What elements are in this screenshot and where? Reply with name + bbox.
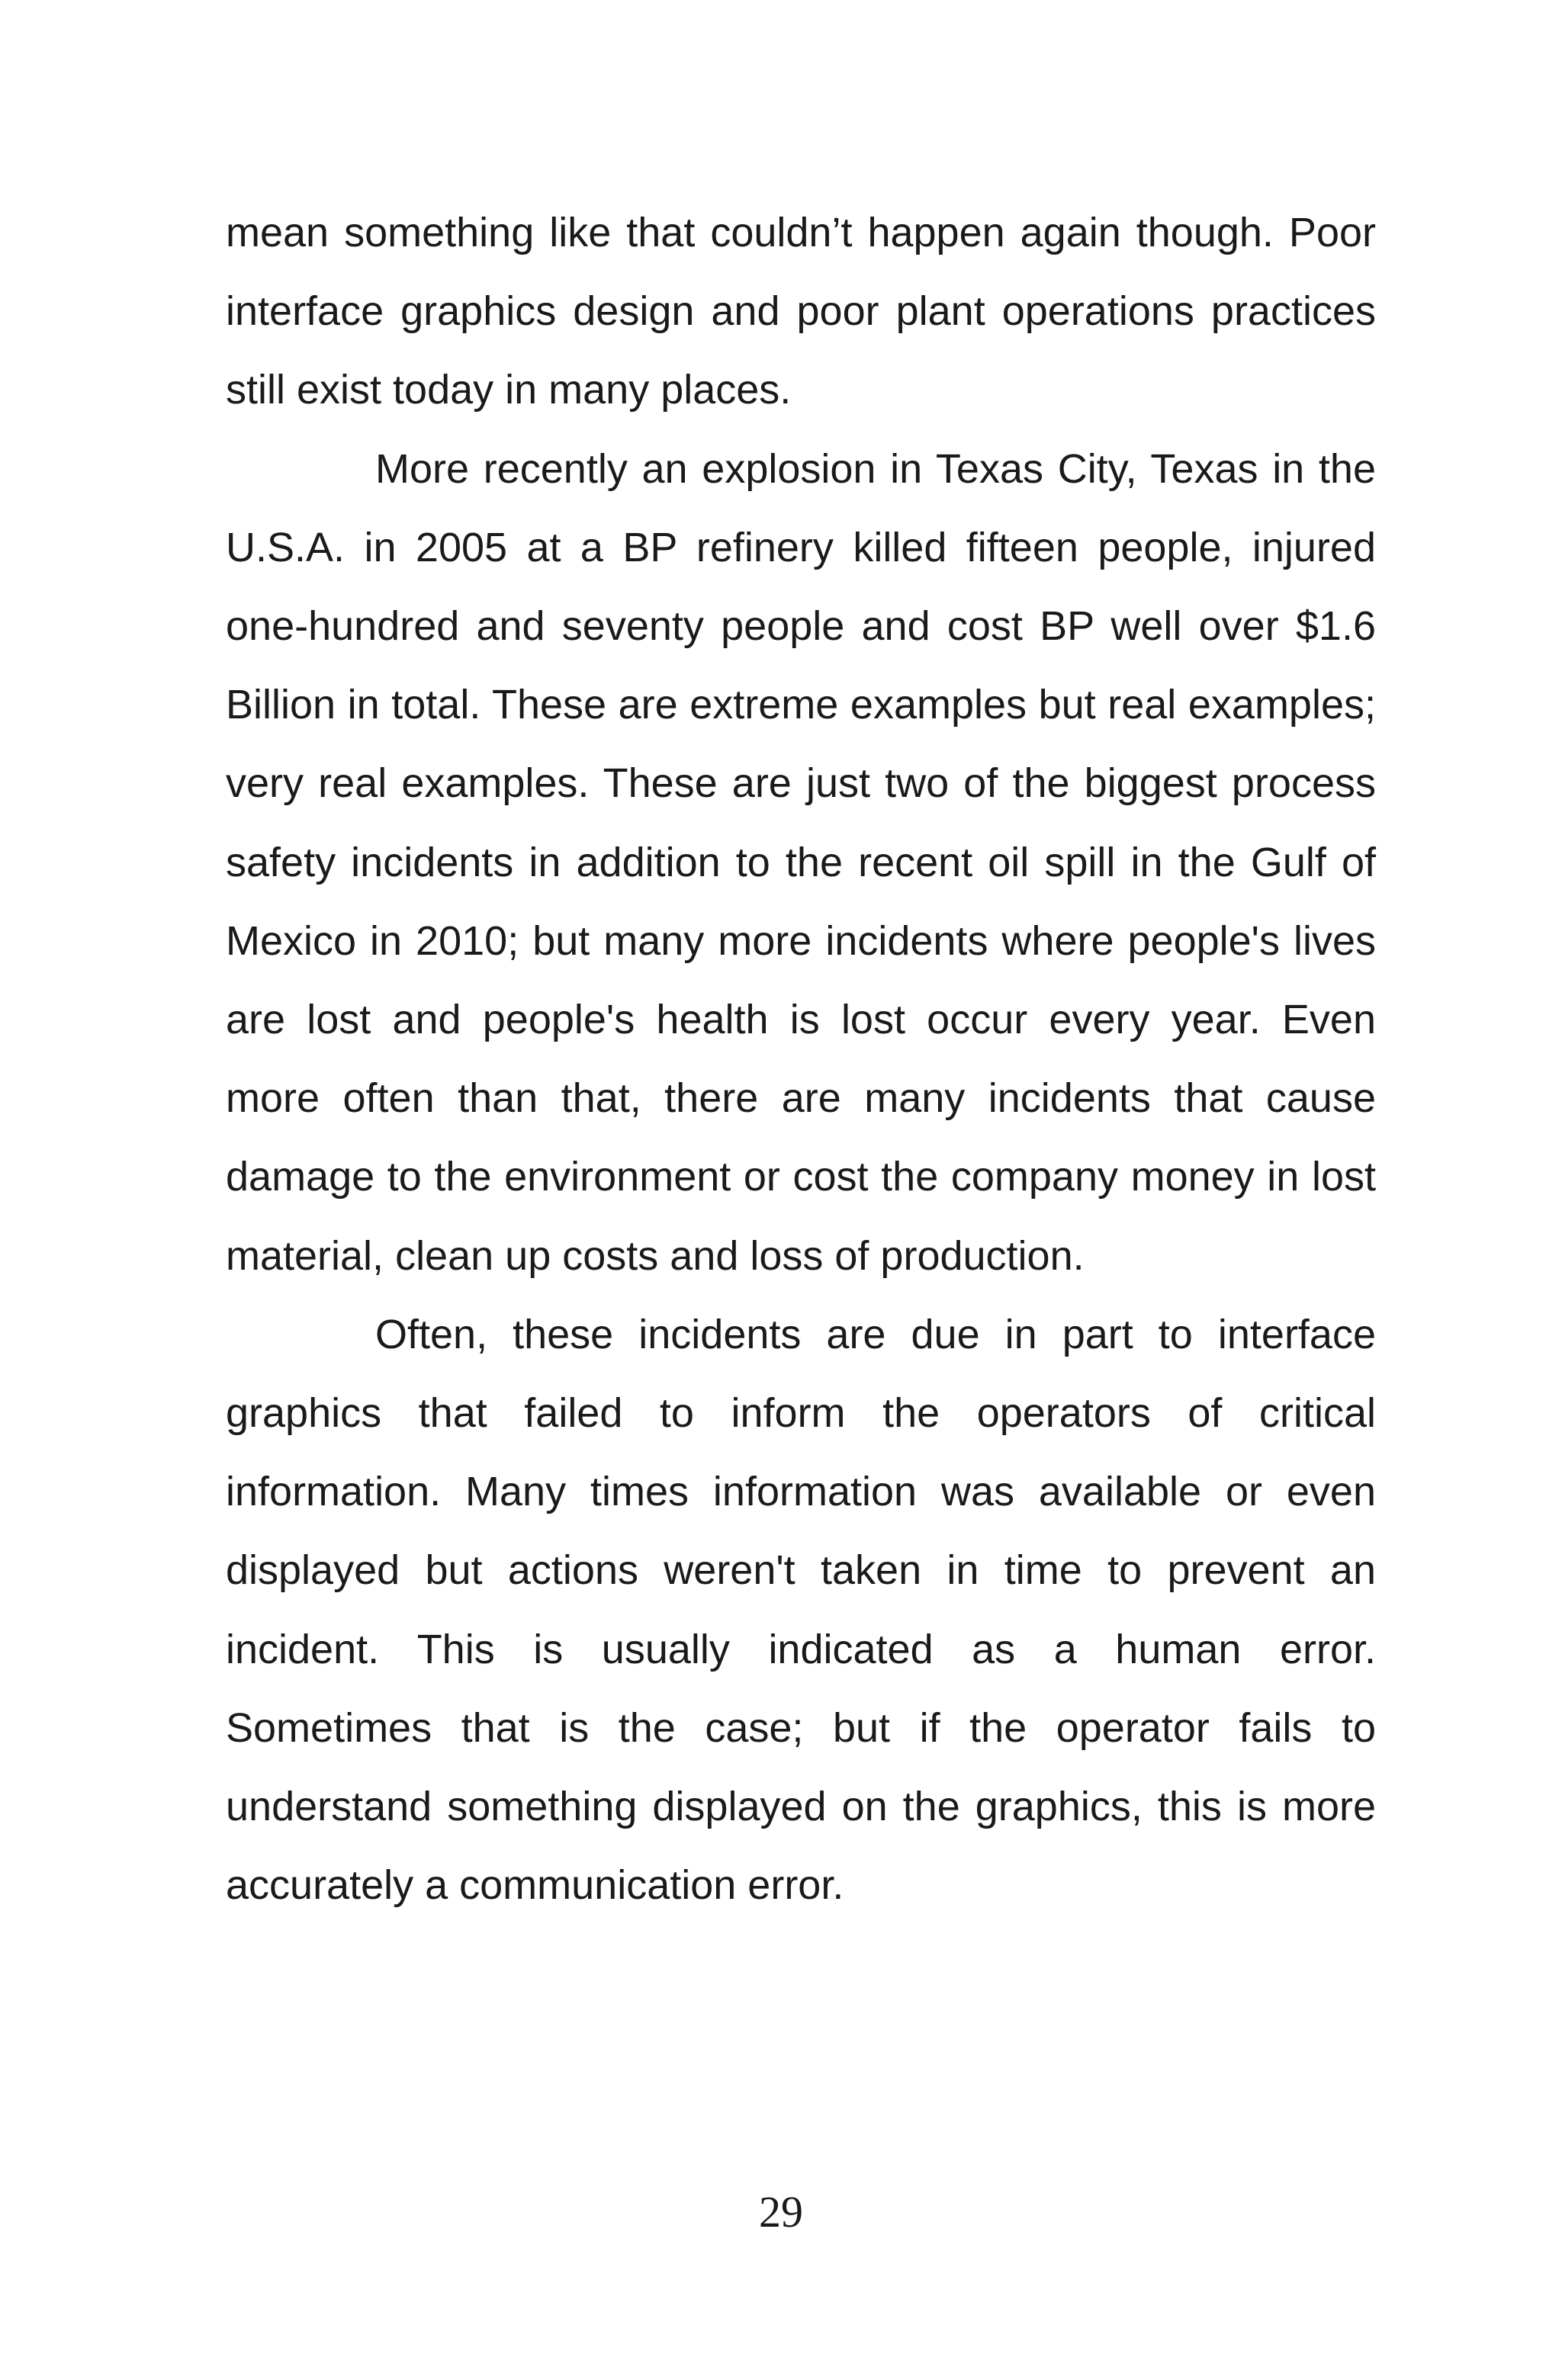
body-text (226, 194, 1376, 1925)
paragraph-texas-city: More recently an explosion in Texas City, Texas in the U.S.A. in 2005 at a BP refinery killed fifteen people, injured one-hundred and seventy people and cost BP well over $1.6 Billion in total. These are extreme examples but real examples; very real examples. These are just two of the biggest process safety incidents in addition to the recent oil spill in the Gulf of Mexico in 2010; but many more incidents where people's lives are lost and people's health is lost occur every year. Even more often than that, there are many incidents that cause damage to the environment or cost the company money in lost material, clean up costs and loss of production. (226, 445, 1376, 1279)
paragraph-continued: mean something like that couldn’t happen again though. Poor interface graphics design and poor plant operations practices still exist today in many places. (226, 210, 1376, 413)
paragraph-interface-graphics: Often, these incidents are due in part to interface graphics that failed to inform the operators of critical information. Many times information was available or even displayed but actions weren't taken in time to prevent an incident. This is usually indicated as a human error. Sometimes that is the case; but if the operator fails to understand something displayed on the graphics, this is more accurately a communication error. (226, 1311, 1376, 1909)
page-number: 29 (759, 2187, 803, 2237)
